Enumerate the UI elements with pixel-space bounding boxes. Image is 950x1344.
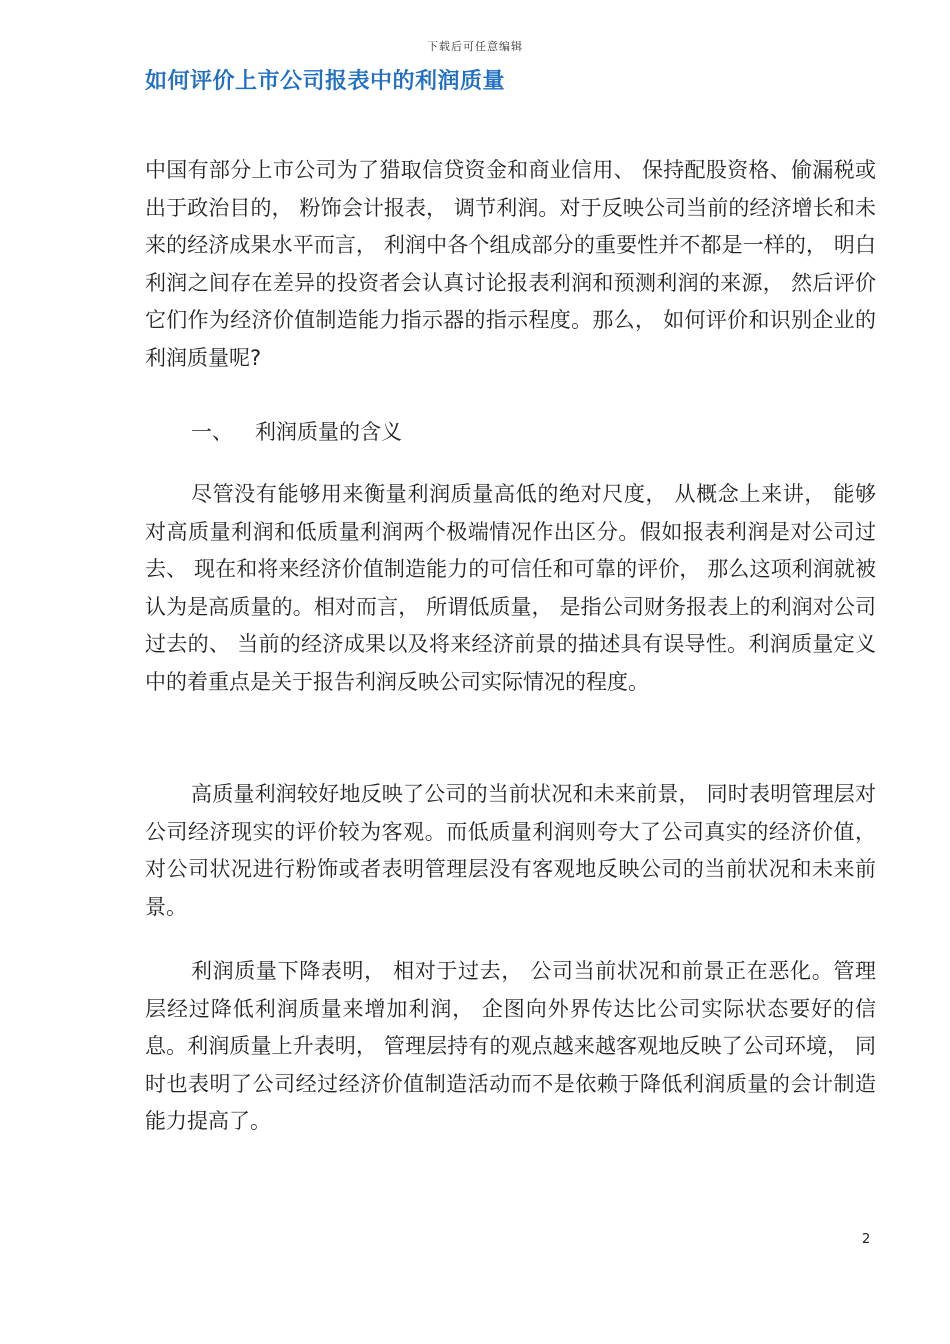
body-paragraph-1: 尽管没有能够用来衡量利润质量高低的绝对尺度， 从概念上来讲， 能够对高质量利润和低质量利润两个极端情况作出区分。假如报表利润是对公司过去、 现在和将来经济价值制造能力的可信任和可靠的评价， 那么这项利润就被认为是高质量的。相对而言， 所谓低质量， 是指公司财务报表上的利润对公司过去的、 当前的经济成果以及将来经济前景的描述具有误导性。利润质量定义中的着重点是关于报告利润反映公司实际情况的程度。: [145, 482, 876, 694]
body-paragraph-2: 高质量利润较好地反映了公司的当前状况和未来前景， 同时表明管理层对公司经济现实的评价较为客观。而低质量利润则夸大了公司真实的经济价值， 对公司状况进行粉饰或者表明管理层没有客观地反映公司的当前状况和未来前景。: [145, 782, 876, 919]
intro-paragraph: 中国有部分上市公司为了猎取信贷资金和商业信用、 保持配股资格、偷漏税或出于政治目的， 粉饰会计报表， 调节利润。对于反映公司当前的经济增长和未来的经济成果水平而言， 利润中各个组成部分的重要性并不都是一样的， 明白利润之间存在差异的投资者会认真讨论报表利润和预测利润的来源， 然后评价它们作为经济价值制造能力指示器的指示程度。那么， 如何评价和识别企业的利润质量呢?: [145, 158, 876, 370]
section-heading-text: 利润质量的含义: [255, 420, 402, 444]
header-note: 下载后可任意编辑: [427, 40, 523, 53]
section-number: 一、: [191, 420, 233, 444]
page-number: 2: [862, 1232, 871, 1247]
body-paragraph-3: 利润质量下降表明， 相对于过去， 公司当前状况和前景正在恶化。管理层经过降低利润质量来增加利润， 企图向外界传达比公司实际状态要好的信息。利润质量上升表明， 管理层持有的观点越来越客观地反映了公司环境， 同时也表明了公司经过经济价值制造活动而不是依赖于降低利润质量的会计制造能力提高了。: [145, 959, 876, 1133]
section-heading: [191, 414, 402, 452]
document-title: 如何评价上市公司报表中的利润质量: [145, 69, 506, 94]
